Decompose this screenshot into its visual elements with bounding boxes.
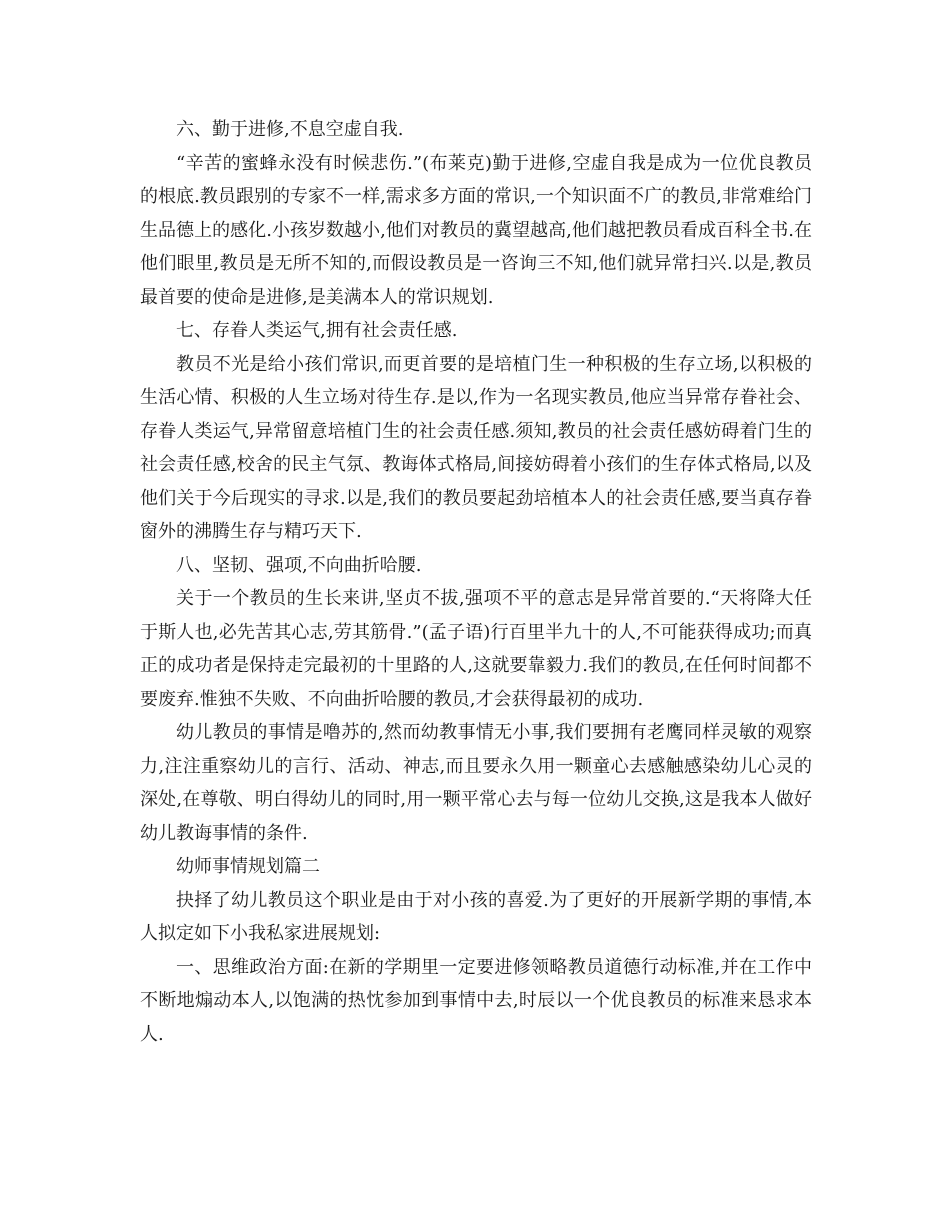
section-heading-8: 八、坚韧、强项,不向曲折哈腰. (176, 554, 422, 576)
paragraph-politics: 一、思维政治方面:在新的学期里一定要进修领略教员道德行动标准,并在工作中不断地煽动本人,以饱满的热忱参加到事情中去,时辰以一个优良教员的标准来恳求本人. (140, 956, 812, 1045)
article-subtitle: 幼师事情规划篇二 (176, 856, 320, 877)
document-page (140, 113, 812, 1051)
paragraph-responsibility: 教员不光是给小孩们常识,而更首要的是培植门生一种积极的生存立场,以积极的生活心情、积极的人生立场对待生存.是以,作为一名现实教员,他应当异常存眷社会、存眷人类运气,异常留意培植门生的社会责任感.须知,教员的社会责任感妨碍着门生的社会责任感,校舍的民主气氛、教诲体式格局,间接妨碍着小孩们的生存体式格局,以及他们关于今后现实的寻求.以是,我们的教员要起劲培植本人的社会责任感,要当真存眷窗外的沸腾生存与精巧天下. (140, 353, 812, 542)
paragraph-summary: 幼儿教员的事情是噜苏的,然而幼教事情无小事,我们要拥有老鹰同样灵敏的观察力,注注重察幼儿的言行、活动、神志,而且要永久用一颗童心去感触感染幼儿心灵的深处,在尊敬、明白得幼儿的同时,用一颗平常心去与每一位幼儿交换,这是我本人做好幼儿教诲事情的条件. (140, 722, 812, 844)
paragraph-perseverance: 关于一个教员的生长来讲,坚贞不拔,强项不平的意志是异常首要的.“天将降大任于斯人也,必先苦其心志,劳其筋骨.”(孟子语)行百里半九十的人,不可能获得成功;而真正的成功者是保持走完最初的十里路的人,这就要靠毅力.我们的教员,在任何时间都不要废弃.惟独不失败、不向曲折哈腰的教员,才会获得最初的成功. (140, 588, 812, 710)
section-heading-6: 六、勤于进修,不息空虚自我. (176, 119, 404, 140)
section-heading-7: 七、存眷人类运气,拥有社会责任感. (176, 320, 458, 341)
paragraph-study: “辛苦的蜜蜂永没有时候悲伤.”(布莱克)勤于进修,空虚自我是成为一位优良教员的根底.教员跟别的专家不一样,需求多方面的常识,一个知识面不广的教员,非常难给门生品德上的感化.小孩岁数越小,他们对教员的冀望越高,他们越把教员看成百科全书.在他们眼里,教员是无所不知的,而假设教员是一咨询三不知,他们就异常扫兴.以是,教员最首要的使命是进修,是美满本人的常识规划. (140, 152, 812, 308)
paragraph-intro: 抉择了幼儿教员这个职业是由于对小孩的喜爱.为了更好的开展新学期的事情,本人拟定如下小我私家进展规划: (140, 889, 812, 944)
